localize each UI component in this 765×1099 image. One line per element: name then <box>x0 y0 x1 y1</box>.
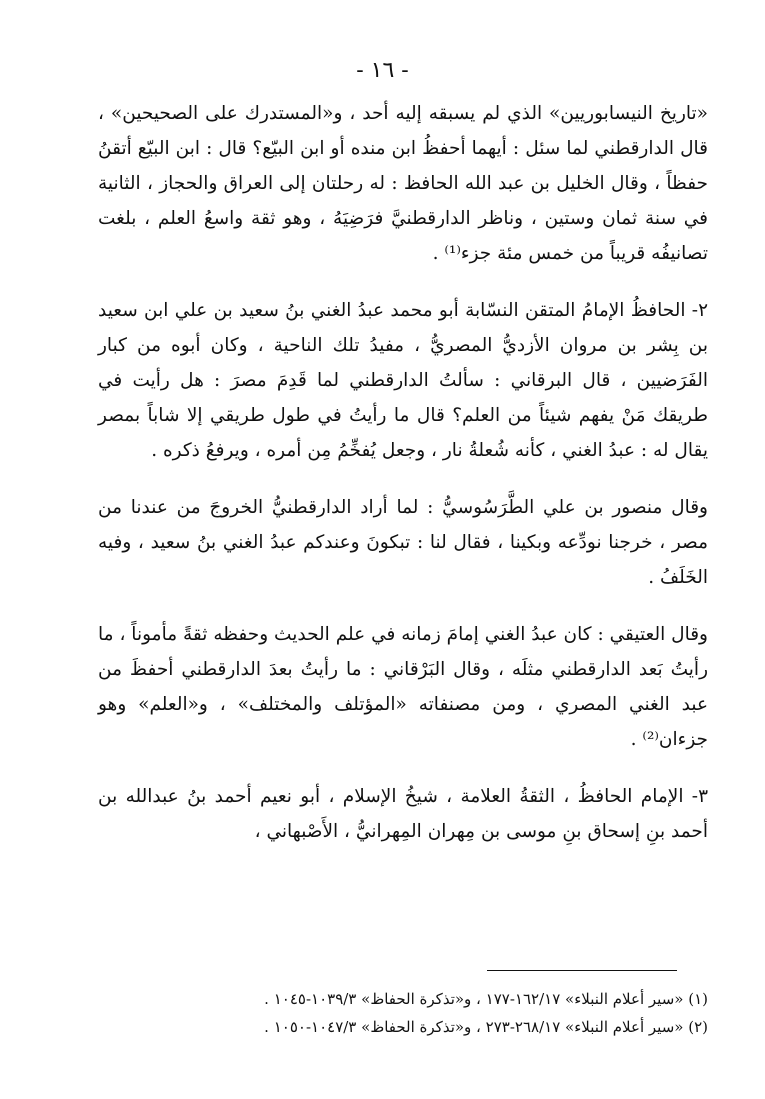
paragraph-continuation-hakim: «تاريخ النيسابوريين» الذي لم يسبقه إليه أحد ، و«المستدرك على الصحيحين» ، قال الدارقطني لما سئل : أيهما أحفظُ ابن منده أو ابن البيّع؟ قال : ابن البيّع أتقنُ حفظاً ، وقال الخليل بن عبد الله الحافظ : له رحلتان إلى العراق والحجاز ، الثانية في سنة ثمان وستين ، وناظر الدارقطنيَّ فرَضِيَهُ ، وهو ثقة واسعُ العلم ، بلغت تصانيفُه قريباً من خمس مئة جزء⁽¹⁾ . <box>98 103 708 264</box>
paragraph-mansour-tarsusi: وقال منصور بن علي الطَّرَسُوسيُّ : لما أراد الدارقطنيُّ الخروجَ من عندنا من مصر ، خرجنا نودِّعه وبكينا ، فقال لنا : تبكونَ وعندكم عبدُ الغني بنُ سعيد ، وفيه الخَلَفُ . <box>98 497 708 588</box>
footnote-separator <box>487 970 677 971</box>
paragraph-abdul-ghani: ٢- الحافظُ الإمامُ المتقن النسّابة أبو محمد عبدُ الغني بنُ سعيد بن علي ابن سعيد بن بِشر بن مروان الأزديُّ المصريُّ ، مفيدُ تلك الناحية ، وكان أبوه من كبار الفَرَضيين ، قال البرقاني : سألتُ الدارقطني لما قَدِمَ مصرَ : هل رأيت في طريقك مَنْ يفهم شيئاً من العلم؟ قال ما رأيتُ في طول طريقي إلا شاباً بمصر يقال له : عبدُ الغني ، كأنه شُعلةُ نار ، وجعل يُفخِّمُ مِن أمره ، ويرفعُ ذكره . <box>98 300 708 461</box>
footnote-2: (٢) «سير أعلام النبلاء» ٢٦٨/١٧-٢٧٣ ، و«تذكرة الحفاظ» ١٠٤٧/٣-١٠٥٠ . <box>264 1018 708 1036</box>
footnotes <box>98 985 708 1041</box>
paragraph-abu-nuaym: ٣- الإمام الحافظُ ، الثقةُ العلامة ، شيخُ الإسلام ، أبو نعيم أحمد بنُ عبدالله بن أحمد بنِ إسحاق بنِ موسى بن مِهران المِهرانيُّ ، الأَصْبهاني ، <box>98 786 708 842</box>
paragraph-ateeqi: وقال العتيقي : كان عبدُ الغني إمامَ زمانه في علم الحديث وحفظه ثقةً مأموناً ، ما رأيتُ بَعد الدارقطني مثلَه ، وقال البَرْقاني : ما رأيتُ بعدَ الدارقطني أحفظَ من عبد الغني المصري ، ومن مصنفاته «المؤتلف والمختلف» ، و«العلم» وهو جزءان⁽²⁾ . <box>98 624 708 750</box>
body-text <box>98 96 708 871</box>
page-number: - ١٦ - <box>356 58 409 83</box>
footnote-1: (١) «سير أعلام النبلاء» ١٦٢/١٧-١٧٧ ، و«تذكرة الحفاظ» ١٠٣٩/٣-١٠٤٥ . <box>264 990 708 1008</box>
